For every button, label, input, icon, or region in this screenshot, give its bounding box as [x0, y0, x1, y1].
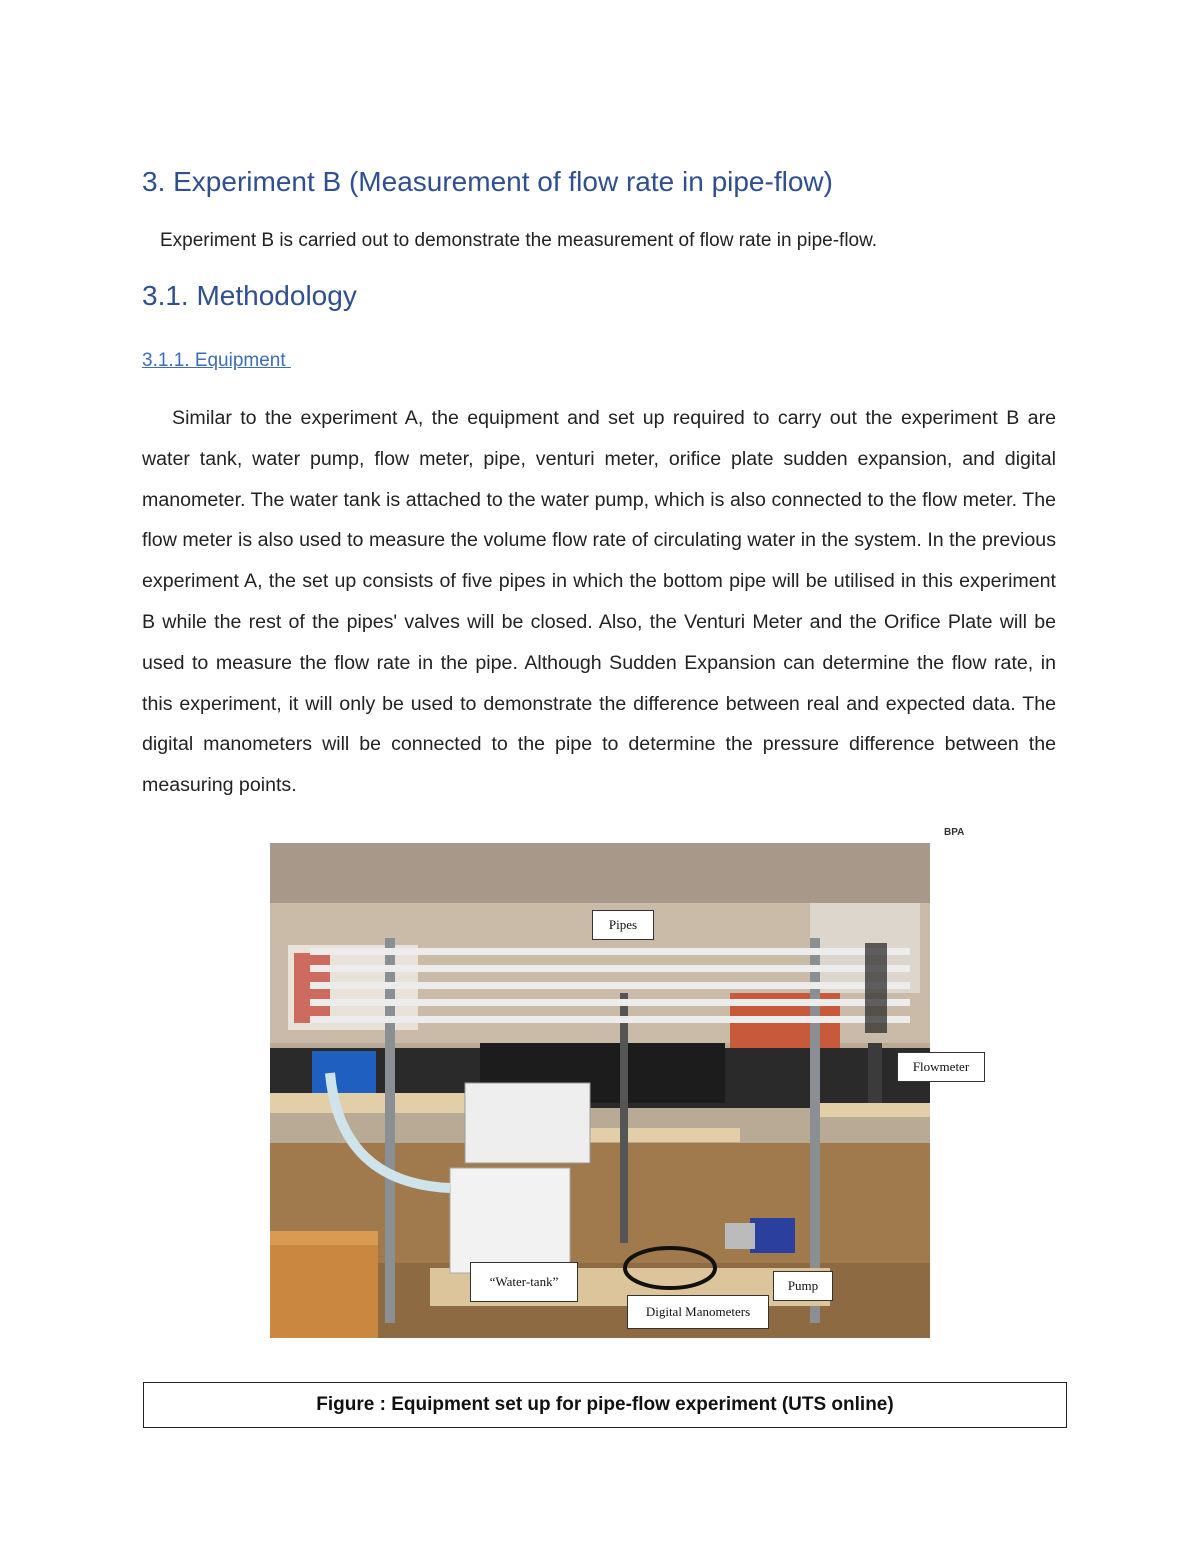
equipment-heading-link[interactable]: 3.1.1. Equipment: [142, 350, 291, 371]
label-pipes: Pipes: [592, 910, 654, 940]
stamp-text: BPA: [944, 827, 965, 838]
label-flowmeter: Flowmeter: [897, 1052, 985, 1082]
label-water-tank: “Water-tank”: [470, 1262, 578, 1302]
label-pump: Pump: [773, 1271, 833, 1301]
equipment-photo: [270, 843, 970, 1338]
section-heading: 3. Experiment B (Measurement of flow rate in pipe-flow): [142, 166, 833, 197]
figure-caption: Figure : Equipment set up for pipe-flow experiment (UTS online): [143, 1382, 1067, 1428]
intro-paragraph: Experiment B is carried out to demonstrate the measurement of flow rate in pipe-flow.: [160, 230, 878, 251]
body-paragraph: Similar to the experiment A, the equipment and set up required to carry out the experiment B are water tank, water pump, flow meter, pipe, venturi meter, orifice plate sudden expansion, and digital manometer. The water tank is attached to the water pump, which is also connected to the flow meter. The flow meter is also used to measure the volume flow rate of circulating water in the system. In the previous experiment A, the set up consists of five pipes in which the bottom pipe will be utilised in this experiment B while the rest of the pipes' valves will be closed. Also, the Venturi Meter and the Orifice Plate will be used to measure the flow rate in the pipe. Although Sudden Expansion can determine the flow rate, in this experiment, it will only be used to demonstrate the difference between real and expected data. The digital manometers will be connected to the pipe to determine the pressure difference between the measuring points.: [142, 407, 1056, 797]
label-digital-manometers: Digital Manometers: [627, 1295, 769, 1329]
subsection-heading: 3.1. Methodology: [142, 280, 357, 311]
